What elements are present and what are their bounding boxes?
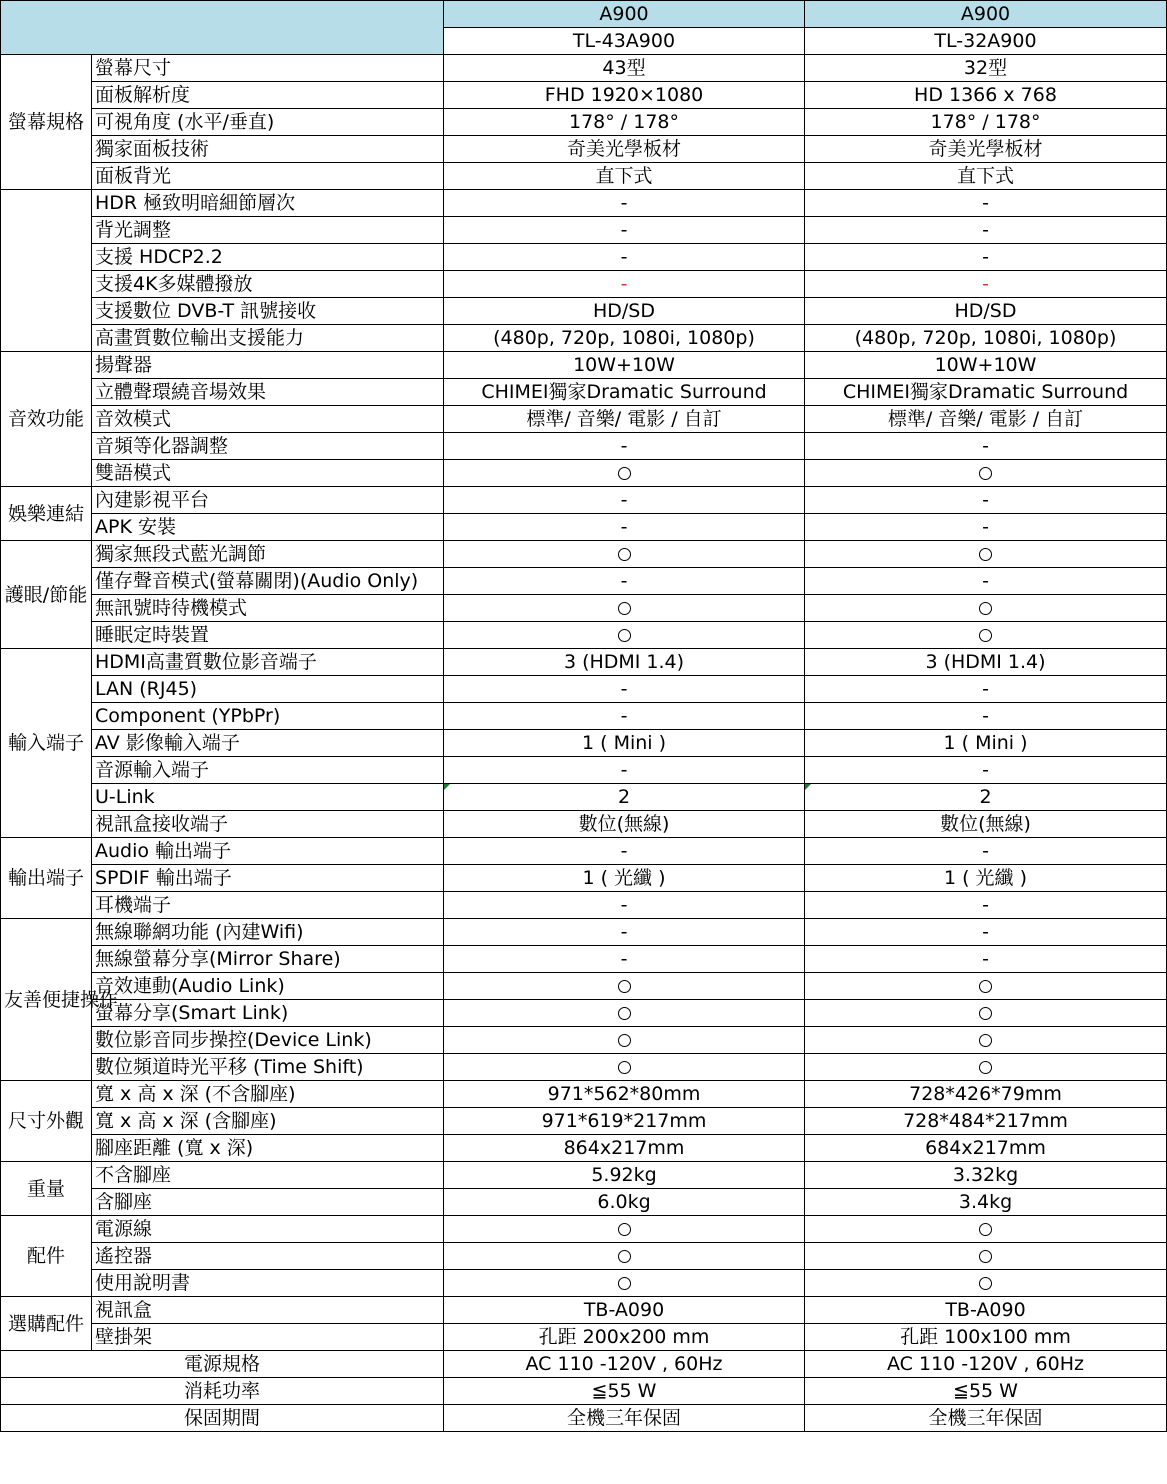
circle-icon <box>618 1250 631 1263</box>
table-row <box>1 595 1167 622</box>
value-cell <box>805 1243 1167 1270</box>
feature-label: 立體聲環繞音場效果 <box>92 379 444 406</box>
circle-icon <box>979 1250 992 1263</box>
value-cell: 全機三年保固 <box>805 1405 1167 1432</box>
value-cell <box>444 460 805 487</box>
value-cell: (480p, 720p, 1080i, 1080p) <box>444 325 805 352</box>
circle-icon <box>618 980 631 993</box>
feature-label: 壁掛架 <box>92 1324 444 1351</box>
value-cell <box>805 1054 1167 1081</box>
table-row <box>1 865 1167 892</box>
value-cell <box>444 1216 805 1243</box>
value-cell: - <box>444 271 805 298</box>
value-cell <box>444 595 805 622</box>
value-cell: - <box>805 703 1167 730</box>
table-row <box>1 946 1167 973</box>
table-row <box>1 784 1167 811</box>
value-cell: 標準/ 音樂/ 電影 / 自訂 <box>805 406 1167 433</box>
value-cell: - <box>805 838 1167 865</box>
value-cell: - <box>444 838 805 865</box>
value-cell: 5.92kg <box>444 1162 805 1189</box>
value-cell <box>805 595 1167 622</box>
feature-label: 高畫質數位輸出支援能力 <box>92 325 444 352</box>
value-cell: 6.0kg <box>444 1189 805 1216</box>
value-cell: - <box>444 568 805 595</box>
table-row <box>1 541 1167 568</box>
value-cell <box>444 1000 805 1027</box>
table-row <box>1 379 1167 406</box>
value-cell: - <box>444 919 805 946</box>
value-cell: - <box>444 190 805 217</box>
value-cell: - <box>805 244 1167 271</box>
feature-label: 面板背光 <box>92 163 444 190</box>
feature-label: 揚聲器 <box>92 352 444 379</box>
table-row <box>1 919 1167 946</box>
group-dimensions: 尺寸外觀 <box>1 1081 92 1162</box>
value-cell: ≦55 W <box>805 1378 1167 1405</box>
circle-icon <box>618 629 631 642</box>
feature-label: 支援4K多媒體撥放 <box>92 271 444 298</box>
circle-icon <box>979 1007 992 1020</box>
table-row <box>1 838 1167 865</box>
value-cell: 直下式 <box>444 163 805 190</box>
table-row <box>1 1324 1167 1351</box>
value-cell: 1 ( 光纖 ) <box>444 865 805 892</box>
circle-icon <box>979 1277 992 1290</box>
value-cell: - <box>805 433 1167 460</box>
group-unlabeled <box>1 190 92 352</box>
value-cell: 971*562*80mm <box>444 1081 805 1108</box>
feature-label: 背光調整 <box>92 217 444 244</box>
header-blank <box>1 1 444 55</box>
value-cell: CHIMEI獨家Dramatic Surround <box>444 379 805 406</box>
value-cell: - <box>444 514 805 541</box>
value-cell <box>444 1054 805 1081</box>
footer-label: 消耗功率 <box>1 1378 444 1405</box>
feature-label: 數位影音同步操控(Device Link) <box>92 1027 444 1054</box>
table-row <box>1 1135 1167 1162</box>
feature-label: 含腳座 <box>92 1189 444 1216</box>
value-cell: ≦55 W <box>444 1378 805 1405</box>
value-cell <box>444 622 805 649</box>
table-row <box>1 244 1167 271</box>
value-cell: - <box>805 217 1167 244</box>
table-row <box>1 136 1167 163</box>
table-row <box>1 1270 1167 1297</box>
value-cell <box>444 1243 805 1270</box>
group-screen: 螢幕規格 <box>1 55 92 190</box>
value-cell <box>805 1270 1167 1297</box>
feature-label: 獨家面板技術 <box>92 136 444 163</box>
table-row <box>1 109 1167 136</box>
value-cell: - <box>805 892 1167 919</box>
table-row <box>1 1027 1167 1054</box>
value-cell: (480p, 720p, 1080i, 1080p) <box>805 325 1167 352</box>
group-audio: 音效功能 <box>1 352 92 487</box>
table-row <box>1 298 1167 325</box>
value-cell: 684x217mm <box>805 1135 1167 1162</box>
feature-label: 音效連動(Audio Link) <box>92 973 444 1000</box>
value-cell: 728*484*217mm <box>805 1108 1167 1135</box>
table-row <box>1 217 1167 244</box>
value-cell: 10W+10W <box>805 352 1167 379</box>
value-cell: - <box>444 433 805 460</box>
feature-label: 面板解析度 <box>92 82 444 109</box>
table-row <box>1 406 1167 433</box>
table-row <box>1 1054 1167 1081</box>
value-cell: - <box>805 190 1167 217</box>
value-cell <box>805 973 1167 1000</box>
table-row <box>1 1216 1167 1243</box>
model-name: TL-32A900 <box>805 28 1167 55</box>
feature-label: 腳座距離 (寬 x 深) <box>92 1135 444 1162</box>
value-cell <box>444 1027 805 1054</box>
value-cell: - <box>444 244 805 271</box>
value-cell: 3 (HDMI 1.4) <box>444 649 805 676</box>
circle-icon <box>979 602 992 615</box>
model-name: TL-43A900 <box>444 28 805 55</box>
table-row <box>1 1108 1167 1135</box>
group-eyecare: 護眼/節能 <box>1 541 92 649</box>
value-cell: HD/SD <box>805 298 1167 325</box>
circle-icon <box>618 467 631 480</box>
table-row <box>1 1297 1167 1324</box>
series-label: A900 <box>805 1 1167 28</box>
feature-label: LAN (RJ45) <box>92 676 444 703</box>
table-row <box>1 973 1167 1000</box>
value-cell: 1 ( Mini ) <box>805 730 1167 757</box>
feature-label: 螢幕尺寸 <box>92 55 444 82</box>
table-row <box>1 433 1167 460</box>
feature-label: 不含腳座 <box>92 1162 444 1189</box>
table-row <box>1 892 1167 919</box>
value-cell <box>805 1027 1167 1054</box>
value-cell: 178° / 178° <box>805 109 1167 136</box>
value-cell: AC 110 -120V , 60Hz <box>444 1351 805 1378</box>
table-row <box>1 649 1167 676</box>
value-cell: 數位(無線) <box>805 811 1167 838</box>
feature-label: 無訊號時待機模式 <box>92 595 444 622</box>
value-cell: 3 (HDMI 1.4) <box>805 649 1167 676</box>
value-cell: 32型 <box>805 55 1167 82</box>
feature-label: 螢幕分享(Smart Link) <box>92 1000 444 1027</box>
circle-icon <box>979 629 992 642</box>
table-row <box>1 55 1167 82</box>
footer-label: 保固期間 <box>1 1405 444 1432</box>
feature-label: 獨家無段式藍光調節 <box>92 541 444 568</box>
feature-label: 音效模式 <box>92 406 444 433</box>
table-row <box>1 514 1167 541</box>
circle-icon <box>979 467 992 480</box>
table-row <box>1 676 1167 703</box>
value-cell <box>805 1000 1167 1027</box>
group-friendly: 友善便捷操作 <box>1 919 92 1081</box>
circle-icon <box>618 1223 631 1236</box>
value-cell: CHIMEI獨家Dramatic Surround <box>805 379 1167 406</box>
table-row <box>1 1378 1167 1405</box>
circle-icon <box>618 548 631 561</box>
feature-label: 數位頻道時光平移 (Time Shift) <box>92 1054 444 1081</box>
value-cell: 1 ( 光纖 ) <box>805 865 1167 892</box>
value-cell: 728*426*79mm <box>805 1081 1167 1108</box>
value-cell: 孔距 100x100 mm <box>805 1324 1167 1351</box>
value-cell: 864x217mm <box>444 1135 805 1162</box>
value-cell: 43型 <box>444 55 805 82</box>
value-cell: TB-A090 <box>444 1297 805 1324</box>
feature-label: 耳機端子 <box>92 892 444 919</box>
feature-label: HDR 極致明暗細節層次 <box>92 190 444 217</box>
table-row <box>1 757 1167 784</box>
feature-label: 音源輸入端子 <box>92 757 444 784</box>
value-cell: - <box>805 946 1167 973</box>
feature-label: 音頻等化器調整 <box>92 433 444 460</box>
circle-icon <box>618 602 631 615</box>
value-cell <box>805 1216 1167 1243</box>
circle-icon <box>618 1061 631 1074</box>
value-cell: TB-A090 <box>805 1297 1167 1324</box>
value-cell: 3.32kg <box>805 1162 1167 1189</box>
value-cell: 2 <box>805 784 1167 811</box>
table-row <box>1 568 1167 595</box>
value-cell <box>805 541 1167 568</box>
table-row <box>1 1351 1167 1378</box>
value-cell: 2 <box>444 784 805 811</box>
table-row <box>1 1081 1167 1108</box>
value-cell: 全機三年保固 <box>444 1405 805 1432</box>
value-cell: 1 ( Mini ) <box>444 730 805 757</box>
feature-label: 可視角度 (水平/垂直) <box>92 109 444 136</box>
feature-label: SPDIF 輸出端子 <box>92 865 444 892</box>
value-cell: 178° / 178° <box>444 109 805 136</box>
value-cell: - <box>444 487 805 514</box>
value-cell: 直下式 <box>805 163 1167 190</box>
feature-label: 支援 HDCP2.2 <box>92 244 444 271</box>
value-cell: 奇美光學板材 <box>805 136 1167 163</box>
footer-label: 電源規格 <box>1 1351 444 1378</box>
table-row <box>1 271 1167 298</box>
feature-label: 僅存聲音模式(螢幕關閉)(Audio Only) <box>92 568 444 595</box>
value-cell: 3.4kg <box>805 1189 1167 1216</box>
value-cell <box>805 622 1167 649</box>
value-cell: - <box>444 217 805 244</box>
group-optional: 選購配件 <box>1 1297 92 1351</box>
value-cell: - <box>805 487 1167 514</box>
value-cell: - <box>444 946 805 973</box>
value-cell: 奇美光學板材 <box>444 136 805 163</box>
table-row <box>1 460 1167 487</box>
feature-label: AV 影像輸入端子 <box>92 730 444 757</box>
value-cell: HD 1366 x 768 <box>805 82 1167 109</box>
value-cell <box>444 1270 805 1297</box>
table-row <box>1 730 1167 757</box>
value-cell: - <box>444 892 805 919</box>
value-cell: - <box>444 703 805 730</box>
value-cell <box>805 460 1167 487</box>
table-row <box>1 1243 1167 1270</box>
value-cell: - <box>805 271 1167 298</box>
table-row <box>1 811 1167 838</box>
circle-icon <box>618 1007 631 1020</box>
value-cell: FHD 1920×1080 <box>444 82 805 109</box>
feature-label: 視訊盒接收端子 <box>92 811 444 838</box>
feature-label: 電源線 <box>92 1216 444 1243</box>
circle-icon <box>979 980 992 993</box>
value-cell <box>444 541 805 568</box>
value-cell: - <box>444 676 805 703</box>
table-row <box>1 703 1167 730</box>
value-cell <box>444 973 805 1000</box>
feature-label: 雙語模式 <box>92 460 444 487</box>
group-entertainment: 娛樂連結 <box>1 487 92 541</box>
table-row <box>1 190 1167 217</box>
table-row <box>1 325 1167 352</box>
series-label: A900 <box>444 1 805 28</box>
table-row <box>1 1162 1167 1189</box>
header-series-row <box>1 1 1167 28</box>
circle-icon <box>979 548 992 561</box>
feature-label: 無線螢幕分享(Mirror Share) <box>92 946 444 973</box>
value-cell: - <box>805 919 1167 946</box>
value-cell: 971*619*217mm <box>444 1108 805 1135</box>
feature-label: 內建影視平台 <box>92 487 444 514</box>
feature-label: Component (YPbPr) <box>92 703 444 730</box>
circle-icon <box>979 1223 992 1236</box>
feature-label: 支援數位 DVB-T 訊號接收 <box>92 298 444 325</box>
group-weight: 重量 <box>1 1162 92 1216</box>
feature-label: 使用說明書 <box>92 1270 444 1297</box>
value-cell: 數位(無線) <box>444 811 805 838</box>
feature-label: U-Link <box>92 784 444 811</box>
table-row <box>1 487 1167 514</box>
value-cell: HD/SD <box>444 298 805 325</box>
feature-label: 遙控器 <box>92 1243 444 1270</box>
table-row <box>1 82 1167 109</box>
circle-icon <box>618 1034 631 1047</box>
value-cell: - <box>805 514 1167 541</box>
feature-label: APK 安裝 <box>92 514 444 541</box>
table-row <box>1 1000 1167 1027</box>
feature-label: 無線聯網功能 (內建Wifi) <box>92 919 444 946</box>
feature-label: 寬 x 高 x 深 (不含腳座) <box>92 1081 444 1108</box>
circle-icon <box>979 1034 992 1047</box>
group-accessories: 配件 <box>1 1216 92 1297</box>
value-cell: AC 110 -120V , 60Hz <box>805 1351 1167 1378</box>
value-cell: 孔距 200x200 mm <box>444 1324 805 1351</box>
group-outputs: 輸出端子 <box>1 838 92 919</box>
table-row <box>1 622 1167 649</box>
table-row <box>1 1189 1167 1216</box>
feature-label: HDMI高畫質數位影音端子 <box>92 649 444 676</box>
value-cell: - <box>805 676 1167 703</box>
value-cell: - <box>444 757 805 784</box>
value-cell: 10W+10W <box>444 352 805 379</box>
circle-icon <box>979 1061 992 1074</box>
table-row <box>1 352 1167 379</box>
feature-label: 睡眠定時裝置 <box>92 622 444 649</box>
value-cell: 標準/ 音樂/ 電影 / 自訂 <box>444 406 805 433</box>
feature-label: Audio 輸出端子 <box>92 838 444 865</box>
value-cell: - <box>805 757 1167 784</box>
value-cell: - <box>805 568 1167 595</box>
group-inputs: 輸入端子 <box>1 649 92 838</box>
feature-label: 視訊盒 <box>92 1297 444 1324</box>
circle-icon <box>618 1277 631 1290</box>
table-row <box>1 163 1167 190</box>
feature-label: 寬 x 高 x 深 (含腳座) <box>92 1108 444 1135</box>
table-row <box>1 1405 1167 1432</box>
